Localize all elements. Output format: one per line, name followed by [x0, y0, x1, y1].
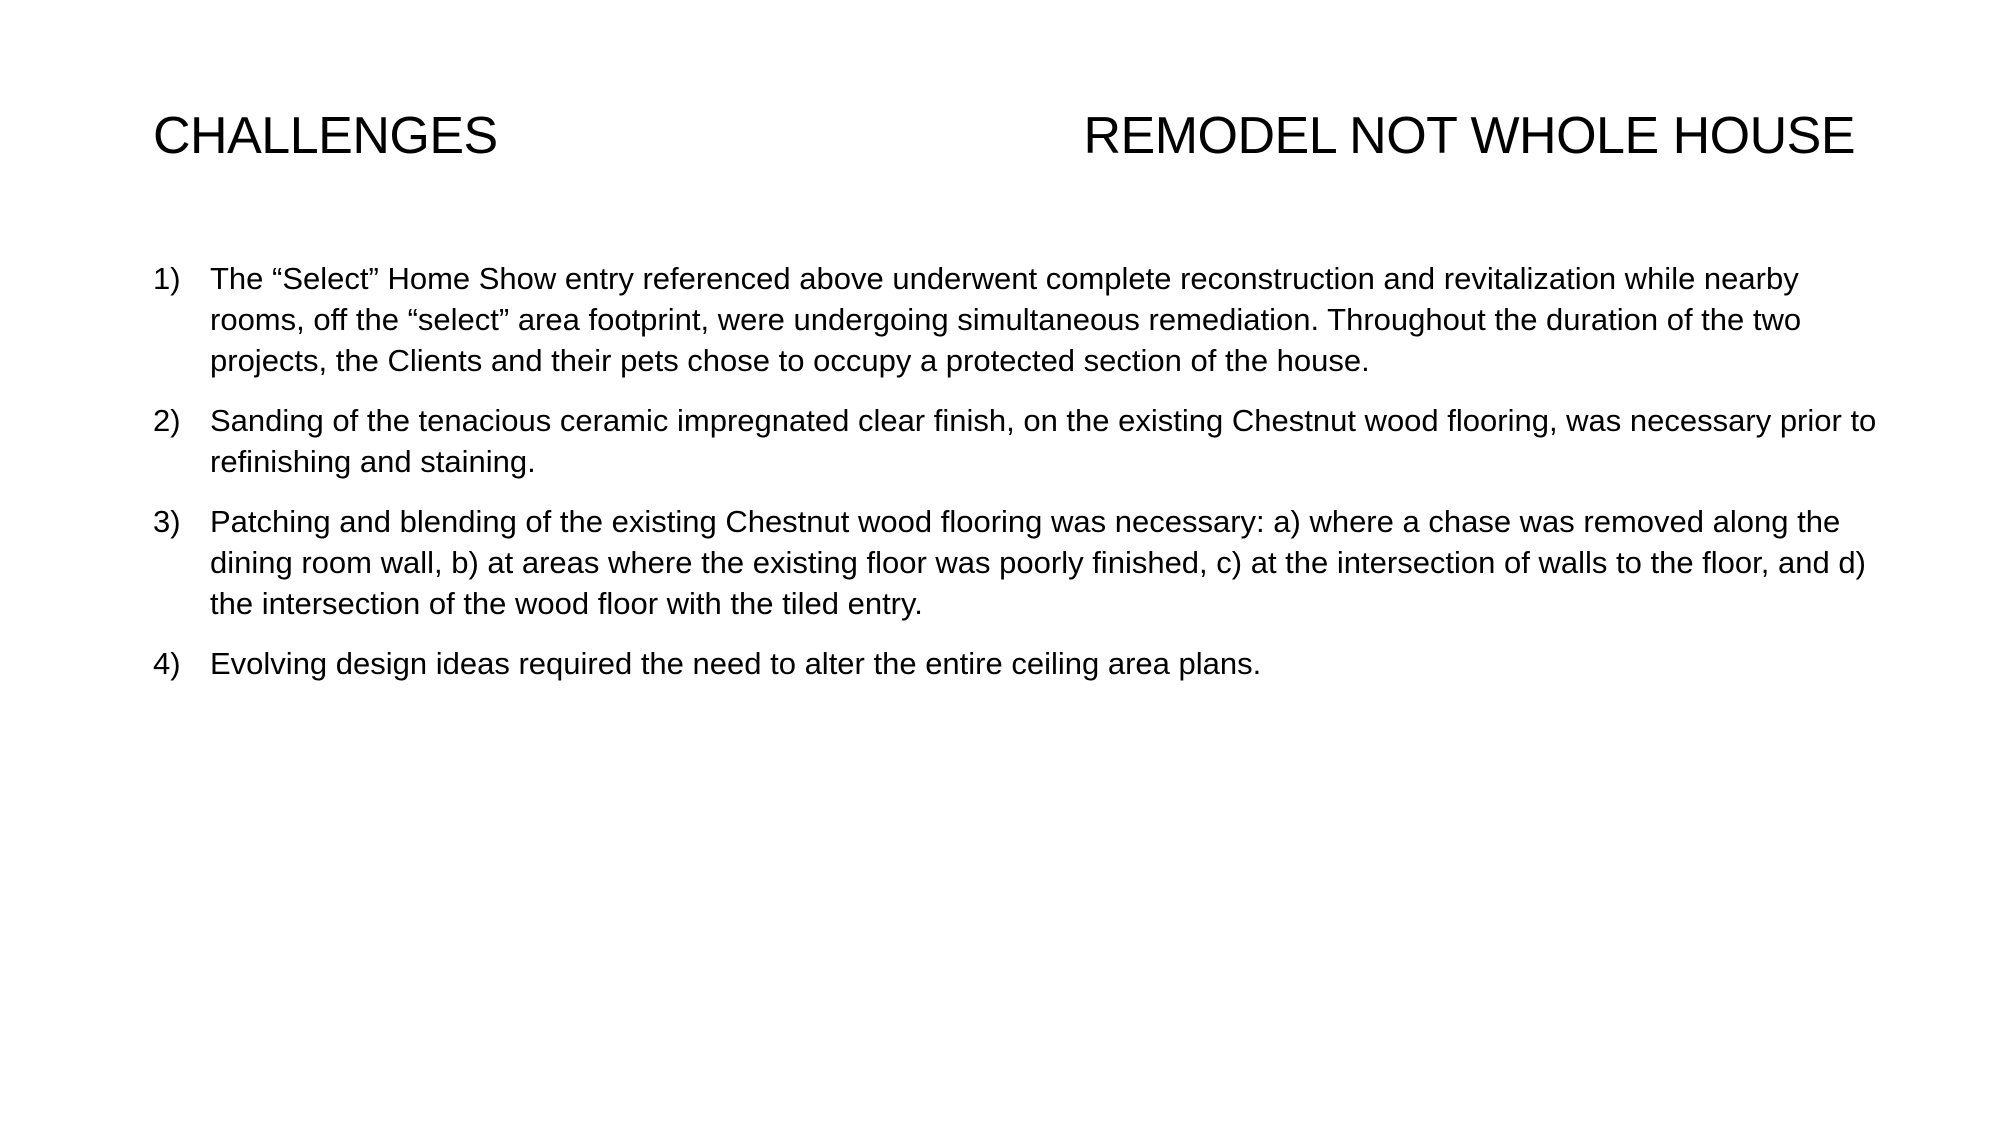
list-item — [153, 258, 1878, 381]
list-item-number: 4) — [153, 646, 181, 681]
list-item-number: 1) — [153, 261, 181, 296]
list-item-number: 2) — [153, 403, 181, 438]
list-item-text: The “Select” Home Show entry referenced above underwent complete reconstruction and revitalization while nearby rooms, off the “select” area footprint, were undergoing simultaneous remediation. Throughout the duration of the two projects, the Clients and their pets chose to occupy a protected section of the house. — [210, 261, 1802, 378]
list-item-text: Patching and blending of the existing Chestnut wood flooring was necessary: a) where a chase was removed along the dining room wall, b) at areas where the existing floor was poorly finished, c) at the intersection of walls to the floor, and d) the intersection of the wood floor with the tiled entry. — [210, 504, 1866, 621]
challenges-list — [153, 258, 1878, 703]
slide-title: CHALLENGES — [153, 107, 498, 165]
list-item — [153, 501, 1878, 624]
list-item — [153, 400, 1878, 482]
list-item-number: 3) — [153, 504, 181, 539]
slide-subtitle: REMODEL NOT WHOLE HOUSE — [1083, 107, 1855, 165]
list-item-text: Sanding of the tenacious ceramic impregnated clear finish, on the existing Chestnut wood flooring, was necessary prior to refinishing and staining. — [210, 403, 1877, 479]
list-item-text: Evolving design ideas required the need to alter the entire ceiling area plans. — [210, 646, 1262, 681]
list-item — [153, 643, 1878, 684]
